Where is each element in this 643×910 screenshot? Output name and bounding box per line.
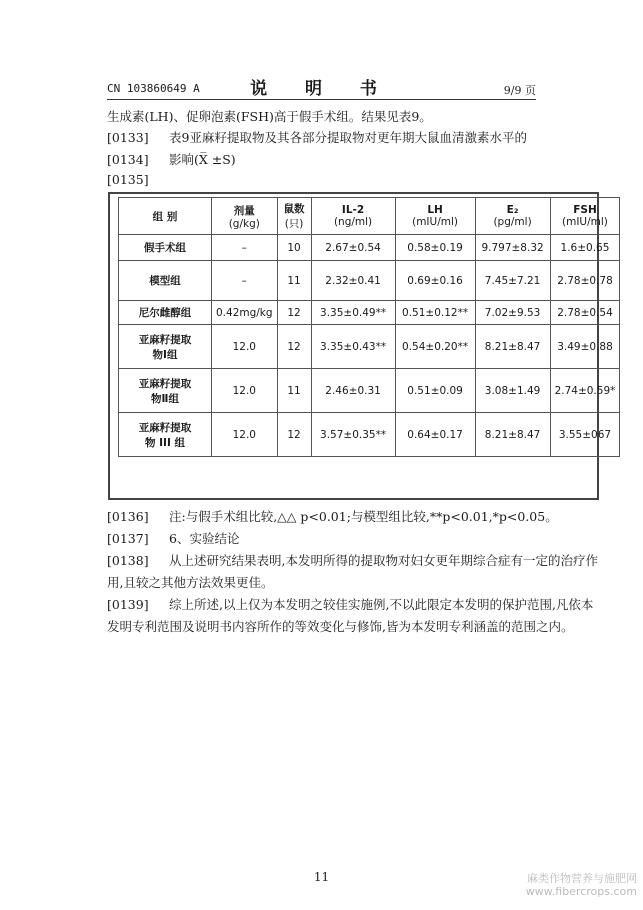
header-line: 剂量 — [233, 204, 255, 217]
cell-e2: 8.21±8.47 — [475, 413, 550, 457]
cell-fsh: 1.6±0.65 — [550, 235, 620, 261]
page-number: 11 — [313, 870, 330, 884]
intro-line: 生成素(LH)、促卵泡素(FSH)高于假手术组。结果见表9。 — [107, 109, 432, 124]
paragraph-tag: [0138] — [107, 553, 149, 568]
cell-lh: 0.64±0.17 — [395, 413, 475, 457]
cell-il2: 3.57±0.35** — [311, 413, 395, 457]
cell-e2: 9.797±8.32 — [475, 235, 550, 261]
header-line: (mIU/ml) — [412, 216, 458, 228]
group-line: 物Ⅰ组 — [152, 348, 178, 361]
cell-e2: 8.21±8.47 — [475, 325, 550, 369]
group-cell — [119, 413, 212, 457]
paragraph-0138-cont: 用,且较之其他方法效果更佳。 — [107, 575, 274, 590]
cell-lh: 0.51±0.12** — [395, 301, 475, 325]
paragraph-tag: [0133] — [107, 130, 149, 145]
paragraph-0138 — [107, 551, 598, 569]
cell-lh: 0.58±0.19 — [395, 235, 475, 261]
column-header — [550, 198, 620, 235]
table-row — [119, 301, 620, 325]
watermark-line: www.fibercrops.com — [525, 885, 637, 898]
cell-dose: 12.0 — [212, 325, 278, 369]
group-line: 亚麻籽提取 — [138, 421, 192, 434]
cell-n: 11 — [277, 369, 311, 413]
paragraph-text: 从上述研究结果表明,本发明所得的提取物对妇女更年期综合症有一定的治疗作 — [169, 553, 598, 568]
document-title: 说 明 书 — [250, 79, 393, 99]
paragraph-tag: [0134] — [107, 152, 149, 167]
table-row — [119, 261, 620, 301]
cell-fsh: 3.49±0.88 — [550, 325, 620, 369]
group-cell — [119, 325, 212, 369]
group-line: 物 III 组 — [144, 436, 186, 449]
paragraph-tag: [0136] — [107, 509, 149, 524]
cell-n: 12 — [277, 325, 311, 369]
cell-n: 12 — [277, 301, 311, 325]
paragraph-text: 表9亚麻籽提取物及其各部分提取物对更年期大鼠血清激素水平的 — [169, 130, 527, 145]
paragraph-0134 — [107, 150, 236, 168]
header-line: E₂ — [506, 204, 519, 216]
header-line: (g/kg) — [228, 217, 260, 230]
table-header-row — [119, 198, 620, 235]
section-heading: 6、实验结论 — [169, 531, 240, 546]
cell-dose: – — [212, 235, 278, 261]
paragraph-text: 注:与假手术组比较,△△ p<0.01;与模型组比较,**p<0.01,*p<0.05。 — [169, 509, 558, 524]
header-line: (mIU/ml) — [562, 216, 608, 228]
table-row — [119, 413, 620, 457]
group-cell — [119, 261, 212, 301]
header-rule — [107, 99, 536, 100]
cell-dose: 12.0 — [212, 413, 278, 457]
paragraph-0139 — [107, 595, 593, 613]
column-header — [212, 198, 278, 235]
column-header — [395, 198, 475, 235]
group-cell — [119, 301, 212, 325]
cell-fsh: 2.74±0.59* — [550, 369, 620, 413]
paragraph-0133 — [107, 128, 527, 146]
note-0136 — [107, 507, 558, 525]
cell-fsh: 2.78±0.54 — [550, 301, 620, 325]
paragraph-0135 — [107, 172, 155, 187]
paragraph-text: 影响(X̅ ±S) — [169, 152, 236, 167]
group-line: 亚麻籽提取 — [138, 377, 192, 390]
header-line: IL-2 — [341, 204, 365, 216]
paragraph-text: 综上所述,以上仅为本发明之较佳实施例,不以此限定本发明的保护范围,凡依本 — [169, 597, 594, 612]
cell-lh: 0.69±0.16 — [395, 261, 475, 301]
header-line: (只) — [284, 218, 304, 230]
cell-n: 12 — [277, 413, 311, 457]
header-line: 鼠数 — [283, 203, 305, 215]
cell-n: 11 — [277, 261, 311, 301]
header-line: 组 别 — [152, 210, 178, 223]
cell-e2: 3.08±1.49 — [475, 369, 550, 413]
cell-il2: 3.35±0.43** — [311, 325, 395, 369]
cell-e2: 7.45±7.21 — [475, 261, 550, 301]
group-line: 假手术组 — [144, 242, 186, 254]
column-header — [277, 198, 311, 235]
header-line: (pg/ml) — [493, 216, 532, 228]
header-line: (ng/ml) — [333, 216, 373, 228]
paragraph-0137 — [107, 529, 239, 547]
header-line: LH — [427, 204, 443, 216]
hormone-table — [118, 197, 620, 457]
column-header — [119, 198, 212, 235]
paragraph-tag: [0139] — [107, 597, 149, 612]
cell-lh: 0.54±0.20** — [395, 325, 475, 369]
group-line: 模型组 — [149, 275, 181, 287]
cell-fsh: 3.55±067 — [550, 413, 620, 457]
group-line: 亚麻籽提取 — [138, 333, 192, 346]
group-cell — [119, 369, 212, 413]
cell-il2: 2.32±0.41 — [311, 261, 395, 301]
table-row — [119, 235, 620, 261]
cell-lh: 0.51±0.09 — [395, 369, 475, 413]
group-cell — [119, 235, 212, 261]
column-header — [311, 198, 395, 235]
column-header — [475, 198, 550, 235]
watermark — [526, 872, 637, 898]
cell-dose: – — [212, 261, 278, 301]
cell-il2: 2.46±0.31 — [311, 369, 395, 413]
cell-n: 10 — [277, 235, 311, 261]
cell-il2: 2.67±0.54 — [311, 235, 395, 261]
cell-e2: 7.02±9.53 — [475, 301, 550, 325]
page-indicator: 9/9 页 — [503, 84, 536, 97]
group-line: 尼尔雌醇组 — [138, 307, 192, 319]
watermark-line: 麻类作物营养与施肥网 — [527, 872, 637, 885]
cell-dose: 0.42mg/kg — [212, 301, 278, 325]
paragraph-tag: [0135] — [107, 172, 149, 187]
table-row — [119, 325, 620, 369]
page-header — [107, 74, 536, 102]
cell-fsh: 2.78±0.78 — [550, 261, 620, 301]
paragraph-0139-cont: 发明专利范围及说明书内容所作的等效变化与修饰,皆为本发明专利涵盖的范围之内。 — [107, 619, 574, 634]
cell-dose: 12.0 — [212, 369, 278, 413]
header-line: FSH — [573, 204, 597, 216]
cell-il2: 3.35±0.49** — [311, 301, 395, 325]
paragraph-tag: [0137] — [107, 531, 149, 546]
patent-number: CN 103860649 A — [107, 82, 200, 95]
group-line: 物Ⅱ组 — [151, 392, 179, 405]
table-row — [119, 369, 620, 413]
